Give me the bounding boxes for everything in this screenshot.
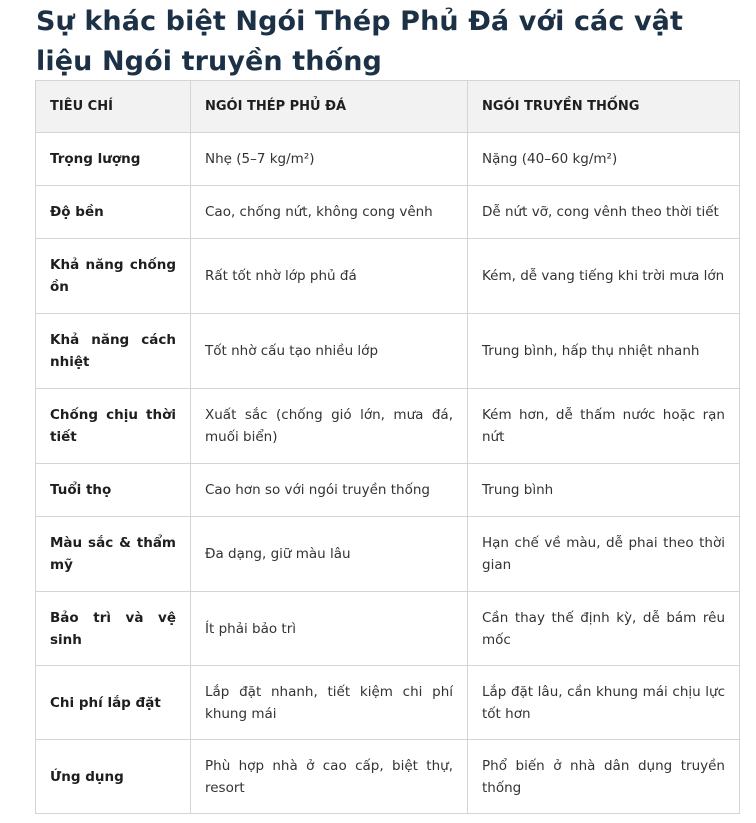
table-row	[36, 666, 740, 740]
criterion-cell: Khả năng cách nhiệt	[36, 314, 191, 389]
stone-coated-cell: Tốt nhờ cấu tạo nhiều lớp	[191, 314, 468, 389]
stone-coated-cell: Đa dạng, giữ màu lâu	[191, 517, 468, 592]
traditional-cell: Kém, dễ vang tiếng khi trời mưa lớn	[468, 239, 740, 314]
stone-coated-cell: Cao hơn so với ngói truyền thống	[191, 464, 468, 517]
traditional-cell: Nặng (40–60 kg/m²)	[468, 133, 740, 186]
stone-coated-cell: Lắp đặt nhanh, tiết kiệm chi phí khung mái	[191, 666, 468, 740]
table-row	[36, 314, 740, 389]
header-traditional-tile: NGÓI TRUYỀN THỐNG	[468, 81, 740, 133]
traditional-cell: Trung bình	[468, 464, 740, 517]
criterion-cell: Độ bền	[36, 186, 191, 239]
criterion-cell: Khả năng chống ồn	[36, 239, 191, 314]
traditional-cell: Trung bình, hấp thụ nhiệt nhanh	[468, 314, 740, 389]
stone-coated-cell: Cao, chống nứt, không cong vênh	[191, 186, 468, 239]
criterion-cell: Trọng lượng	[36, 133, 191, 186]
table-row	[36, 592, 740, 666]
table-row	[36, 517, 740, 592]
stone-coated-cell: Phù hợp nhà ở cao cấp, biệt thự, resort	[191, 740, 468, 814]
criterion-cell: Bảo trì và vệ sinh	[36, 592, 191, 666]
table-header-row	[36, 81, 740, 133]
table-row	[36, 133, 740, 186]
traditional-cell: Cần thay thế định kỳ, dễ bám rêu mốc	[468, 592, 740, 666]
stone-coated-cell: Rất tốt nhờ lớp phủ đá	[191, 239, 468, 314]
criterion-cell: Chống chịu thời tiết	[36, 389, 191, 464]
criterion-cell: Chi phí lắp đặt	[36, 666, 191, 740]
table-row	[36, 389, 740, 464]
stone-coated-cell: Ít phải bảo trì	[191, 592, 468, 666]
traditional-cell: Phổ biến ở nhà dân dụng truyền thống	[468, 740, 740, 814]
page-title: Sự khác biệt Ngói Thép Phủ Đá với các vật liệu Ngói truyền thống	[36, 6, 684, 77]
criterion-cell: Ứng dụng	[36, 740, 191, 814]
traditional-cell: Kém hơn, dễ thấm nước hoặc rạn nứt	[468, 389, 740, 464]
criterion-cell: Màu sắc & thẩm mỹ	[36, 517, 191, 592]
header-stone-coated-tile: NGÓI THÉP PHỦ ĐÁ	[191, 81, 468, 133]
table-row	[36, 186, 740, 239]
traditional-cell: Hạn chế về màu, dễ phai theo thời gian	[468, 517, 740, 592]
criterion-cell: Tuổi thọ	[36, 464, 191, 517]
table-row	[36, 464, 740, 517]
traditional-cell: Lắp đặt lâu, cần khung mái chịu lực tốt hơn	[468, 666, 740, 740]
header-criterion: TIÊU CHÍ	[36, 81, 191, 133]
stone-coated-cell: Nhẹ (5–7 kg/m²)	[191, 133, 468, 186]
comparison-table	[35, 80, 740, 814]
stone-coated-cell: Xuất sắc (chống gió lớn, mưa đá, muối biển)	[191, 389, 468, 464]
table-row	[36, 239, 740, 314]
table-row	[36, 740, 740, 814]
traditional-cell: Dễ nứt vỡ, cong vênh theo thời tiết	[468, 186, 740, 239]
